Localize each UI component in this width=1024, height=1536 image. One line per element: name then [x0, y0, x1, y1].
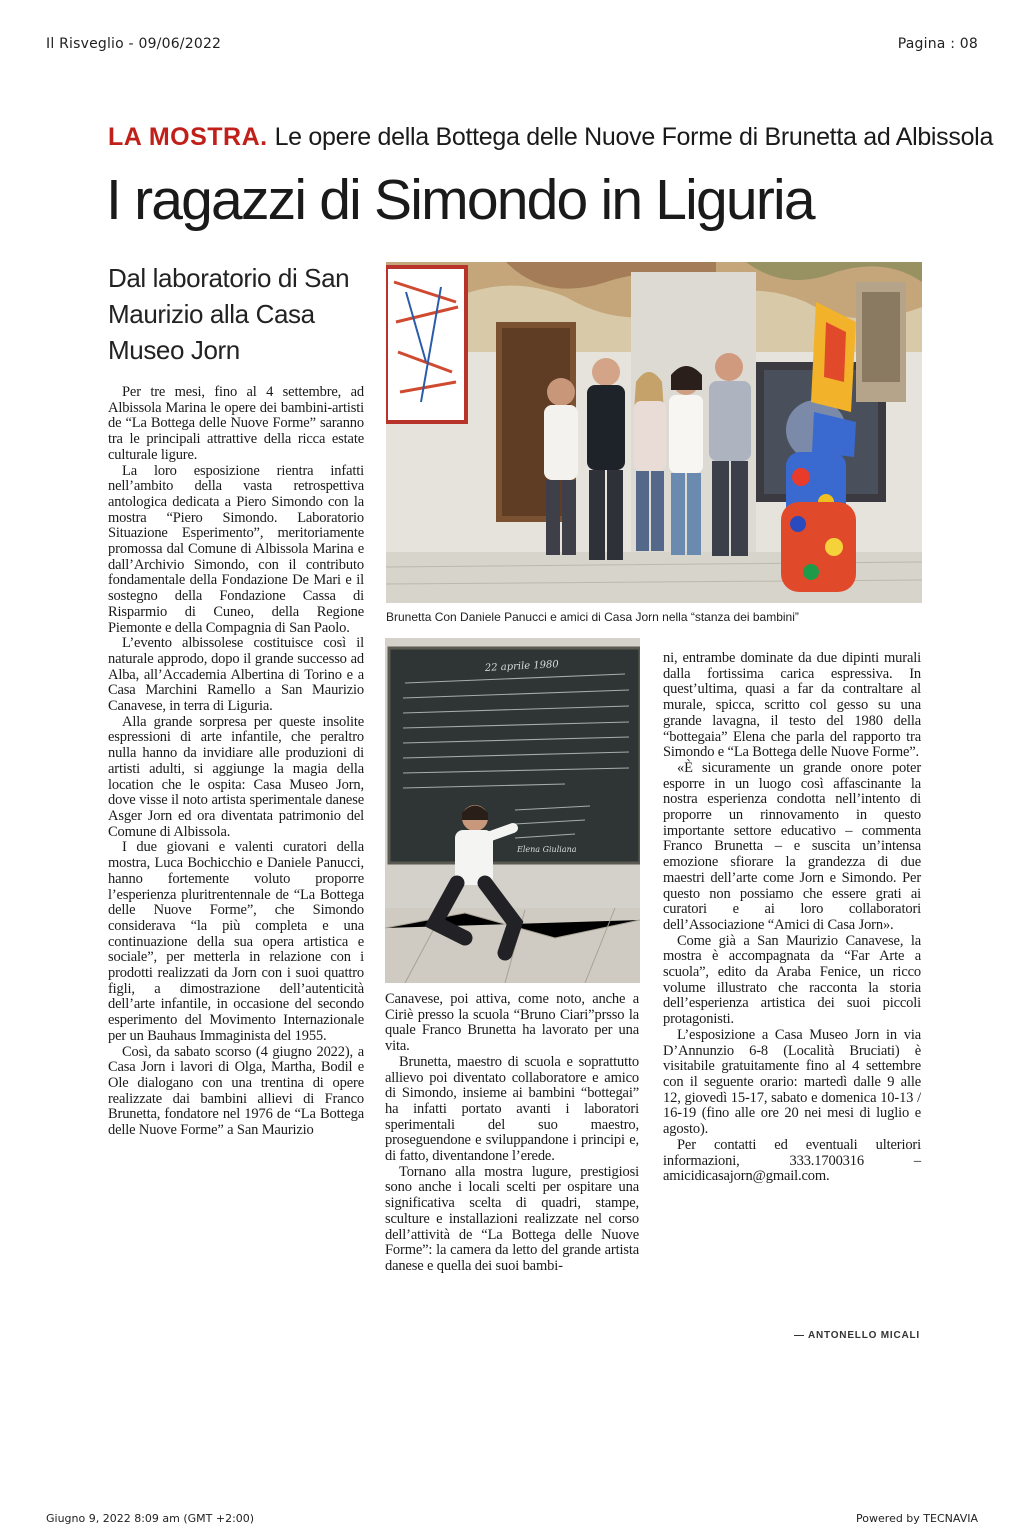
paragraph: L’esposizione a Casa Museo Jorn in via D’Annunzio 6-8 (Località Bruciati) è visitabile gratuitamente fino al 4 settembre con il seguente orario: martedì dalle 9 alle 12, giovedì 15-17, sabato e domenica 10-13 / 16-19 (fino alle ore 20 nei mesi di luglio e agosto). [663, 1026, 921, 1138]
paragraph: La loro esposizione rientra infatti nell’ambito della vasta retrospettiva antologica dedicata a Piero Simondo con la mostra “Piero Simondo. Laboratorio Situazione Esperimento”, meritoriamente promossa dal Comune di Albissola Marina e dall’Archivio Simondo, con il contributo fondamentale della Fondazione De Mari e il sostegno della Fondazione Cassa di Risparmio di Cuneo, della Regione Piemonte e della Compagnia di San Paolo. [108, 462, 364, 636]
paragraph: L’evento albissolese costituisce così il naturale approdo, dopo il grande successo ad Alba, all’Accademia Albertina di Torino e a Casa Marchini Ramello a San Maurizio Canavese, in terra di Liguria. [108, 635, 364, 715]
article-column-1 [108, 385, 364, 1139]
subheadline: Dal laboratorio di San Maurizio alla Casa Museo Jorn [108, 263, 350, 365]
newspaper-source-date: Il Risveglio - 09/06/2022 [46, 36, 222, 52]
paragraph: Canavese, poi attiva, come noto, anche a Ciriè presso la scuola “Bruno Ciari”prsso la quale Franco Brunetta ha lavorato per una vita. [385, 991, 639, 1055]
paragraph: «È sicuramente un grande onore poter esporre in un luogo così affascinante la nostra esperienza condotta nell’intento di proporre un rinnovamento in questo importante settore educativo – commenta Franco Brunetta – e suscita un’intensa emozione sfiorare la grandezza di due maestri dell’arte come Jorn e Simondo. Per questo non possiamo che essere grati ai curatori e ai loro collaboratori dell’Associazione “Amici di Casa Jorn». [663, 759, 921, 933]
paragraph: Brunetta, maestro di scuola e soprattutto allievo poi diventato collaboratore e amico di Simondo, insieme ai bambini “bottegai” ha infatti portato avanti i laboratori sperimentali del suo maestro, proseguendone e sviluppandone i principi e, di fatto, diventandone l’erede. [385, 1053, 639, 1165]
article-column-3 [663, 651, 921, 1185]
paragraph: I due giovani e valenti curatori della mostra, Luca Bochicchio e Daniele Panucci, hanno fortemente voluto proporre l’esperienza pluritrentennale de “La Bottega delle Nuove Forme”, che Simondo considerava “la più completa e una continuazione della sua opera artistica e sociale”, per metterla in relazione con i prodotti realizzati da Jorn con i suoi quattro figli, a dimostrazione dell’autenticità dell’arte infantile, in occasione del secondo esperimento del Movimento Internazionale per un Bauhaus Immaginista del 1955. [108, 839, 364, 1044]
paragraph: Alla grande sorpresa per queste insolite espressioni di arte infantile, che peraltro nulla hanno da invidiare alle produzioni di artisti adulti, si aggiunge la magia della location che le ospita: Casa Museo Jorn, dove visse il noto artista sperimentale danese Asger Jorn ed ora diventata patrimonio del Comune di Albissola. [108, 713, 364, 840]
paragraph: Tornano alla mostra lugure, prestigiosi sono anche i locali scelti per ospitare una significativa scelta di quadri, stampe, sculture e installazioni realizzate nel corso dell’attività de “La Bottega delle Nuove Forme”: la camera da letto del grande artista danese e quella dei suoi bambi- [385, 1163, 639, 1274]
powered-by: Powered by TECNAVIA [856, 1512, 978, 1525]
article-column-2 [385, 992, 639, 1275]
blackboard-signature-text: Elena Giuliana [517, 845, 577, 854]
paragraph: Per contatti ed eventuali ulteriori informazioni, 333.1700316 – amicidicasajorn@gmail.com. [663, 1136, 921, 1185]
photo-caption: Brunetta Con Daniele Panucci e amici di Casa Jorn nella “stanza dei bambini” [386, 610, 799, 624]
print-timestamp: Giugno 9, 2022 8:09 am (GMT +2:00) [46, 1512, 255, 1525]
paragraph: Per tre mesi, fino al 4 settembre, ad Albissola Marina le opere dei bambini-artisti de “La Bottega delle Nuove Forme” saranno tra le principali attrattive della ricca estate culturale ligure. [108, 384, 364, 463]
rubric-label: LA MOSTRA. [108, 123, 268, 151]
headline: I ragazzi di Simondo in Liguria [106, 168, 814, 232]
photo-blackboard [385, 638, 640, 983]
rubric-text: Le opere della Bottega delle Nuove Forme di Brunetta ad Albissola [274, 123, 994, 151]
paragraph: ni, entrambe dominate da due dipinti murali dalla fortissima carica espressiva. In quest’ultima, quasi a far da contraltare al murale, spicca, scritto col gesso su una grande lavagna, il testo del 1980 della “bottegaia” Elena che parla del rapporto tra Simondo e “La Bottega delle Nuove Forme”. [663, 650, 921, 761]
paragraph: Così, da sabato scorso (4 giugno 2022), a Casa Jorn i lavori di Olga, Martha, Bodil e Ole dialogano con una trentina di opere realizzate dai bambini allievi di Franco Brunetta, fondatore nel 1976 de “La Bottega delle Nuove Forme” a San Maurizio [108, 1043, 364, 1139]
blackboard-date-text: 22 aprile 1980 [484, 659, 560, 674]
paragraph: Come già a San Maurizio Canavese, la mostra è accompagnata da “Far Arte a scuola”, edito da Araba Fenice, un ricco volume illustrato che racconta la storia dell’esperienza artistica dei suoi piccoli protagonisti. [663, 932, 921, 1028]
kicker [108, 122, 993, 152]
page-number: Pagina : 08 [897, 36, 978, 52]
byline: — ANTONELLO MICALI [793, 1330, 920, 1341]
photo-group-stanza-bambini [386, 262, 922, 603]
